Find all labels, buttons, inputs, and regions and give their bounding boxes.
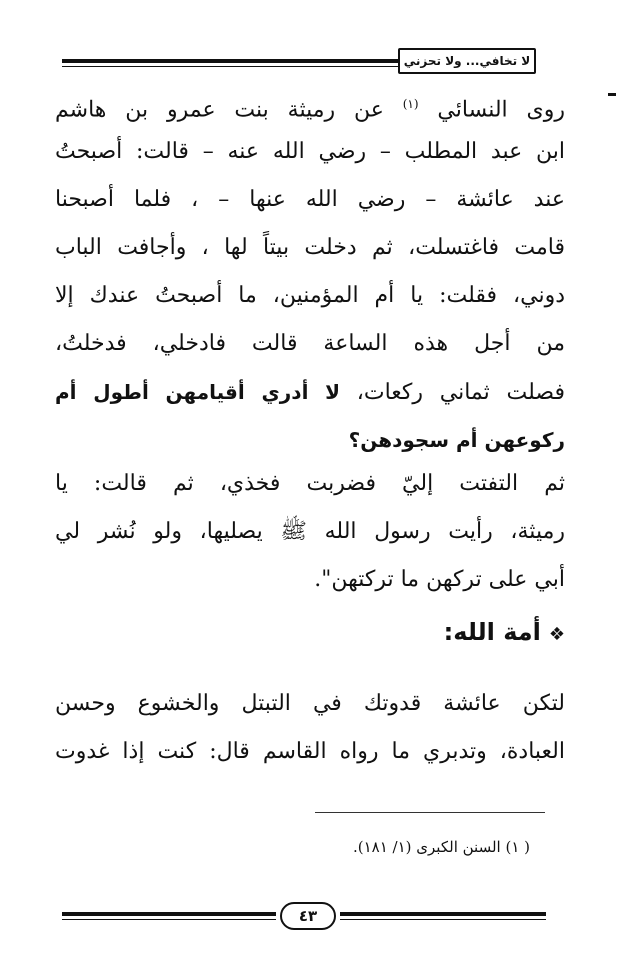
paragraph-advice [55, 680, 565, 776]
footer-rule-right-thin [340, 919, 546, 920]
text-segment: روى النسائي [437, 97, 565, 123]
section-heading [444, 612, 565, 652]
text-line: دوني، فقلت: يا أم المؤمنين، ما أصبحتُ عندك إلا [55, 283, 565, 308]
text-segment: عن رميثة بنت عمرو بن هاشم [55, 97, 384, 123]
bold-text-segment: لا أدري أقيامهن أطول أم [55, 380, 341, 404]
page-number: ٤٣ [280, 902, 336, 930]
edge-mark [608, 93, 616, 96]
paragraph-hadith-continued [55, 460, 565, 604]
text-line: العبادة، وتدبري ما رواه القاسم قال: كنت إذا غدوت [55, 739, 565, 764]
footnote-ref[interactable]: (١) [402, 97, 419, 111]
header-rule-thin [62, 66, 398, 67]
text-line: ثم التفتت إليّ فضربت فخذي، ثم قالت: يا [55, 471, 565, 496]
text-line [55, 80, 565, 128]
footnote-divider [315, 812, 545, 813]
diamond-bullet-icon: ❖ [548, 624, 565, 645]
book-title-header: لا تخافي... ولا تحزني [398, 48, 536, 74]
text-line: من أجل هذه الساعة قالت فادخلي، فدخلتُ، [55, 331, 565, 356]
text-line: عند عائشة – رضي الله عنها – ، فلما أصبحنا [55, 187, 565, 212]
text-line [55, 368, 565, 416]
paragraph-hadith [55, 80, 565, 464]
footer-rule-left-thick [62, 912, 276, 916]
header-rule-thick [62, 59, 398, 63]
footer-rule-right-thick [340, 912, 546, 916]
text-line: أبي على تركهن ما تركتهن". [314, 567, 565, 592]
text-segment: فصلت ثماني ركعات، [356, 380, 565, 405]
text-line: ركوعهن أم سجودهن؟ [348, 428, 565, 452]
text-line: ابن عبد المطلب – رضي الله عنه – قالت: أصبحتُ [55, 139, 565, 164]
text-line: قامت فاغتسلت، ثم دخلت بيتاً لها ، وأجافت الباب [55, 235, 565, 260]
section-heading-text: أمة الله: [443, 618, 541, 646]
text-line: لتكن عائشة قدوتك في التبتل والخشوع وحسن [55, 691, 565, 716]
footnote: ( ١) السنن الكبرى (١/ ١٨١). [352, 838, 530, 856]
text-line: رميثة، رأيت رسول الله ﷺ يصليها، ولو نُشر لي [55, 519, 565, 544]
footer-rule-left-thin [62, 919, 276, 920]
